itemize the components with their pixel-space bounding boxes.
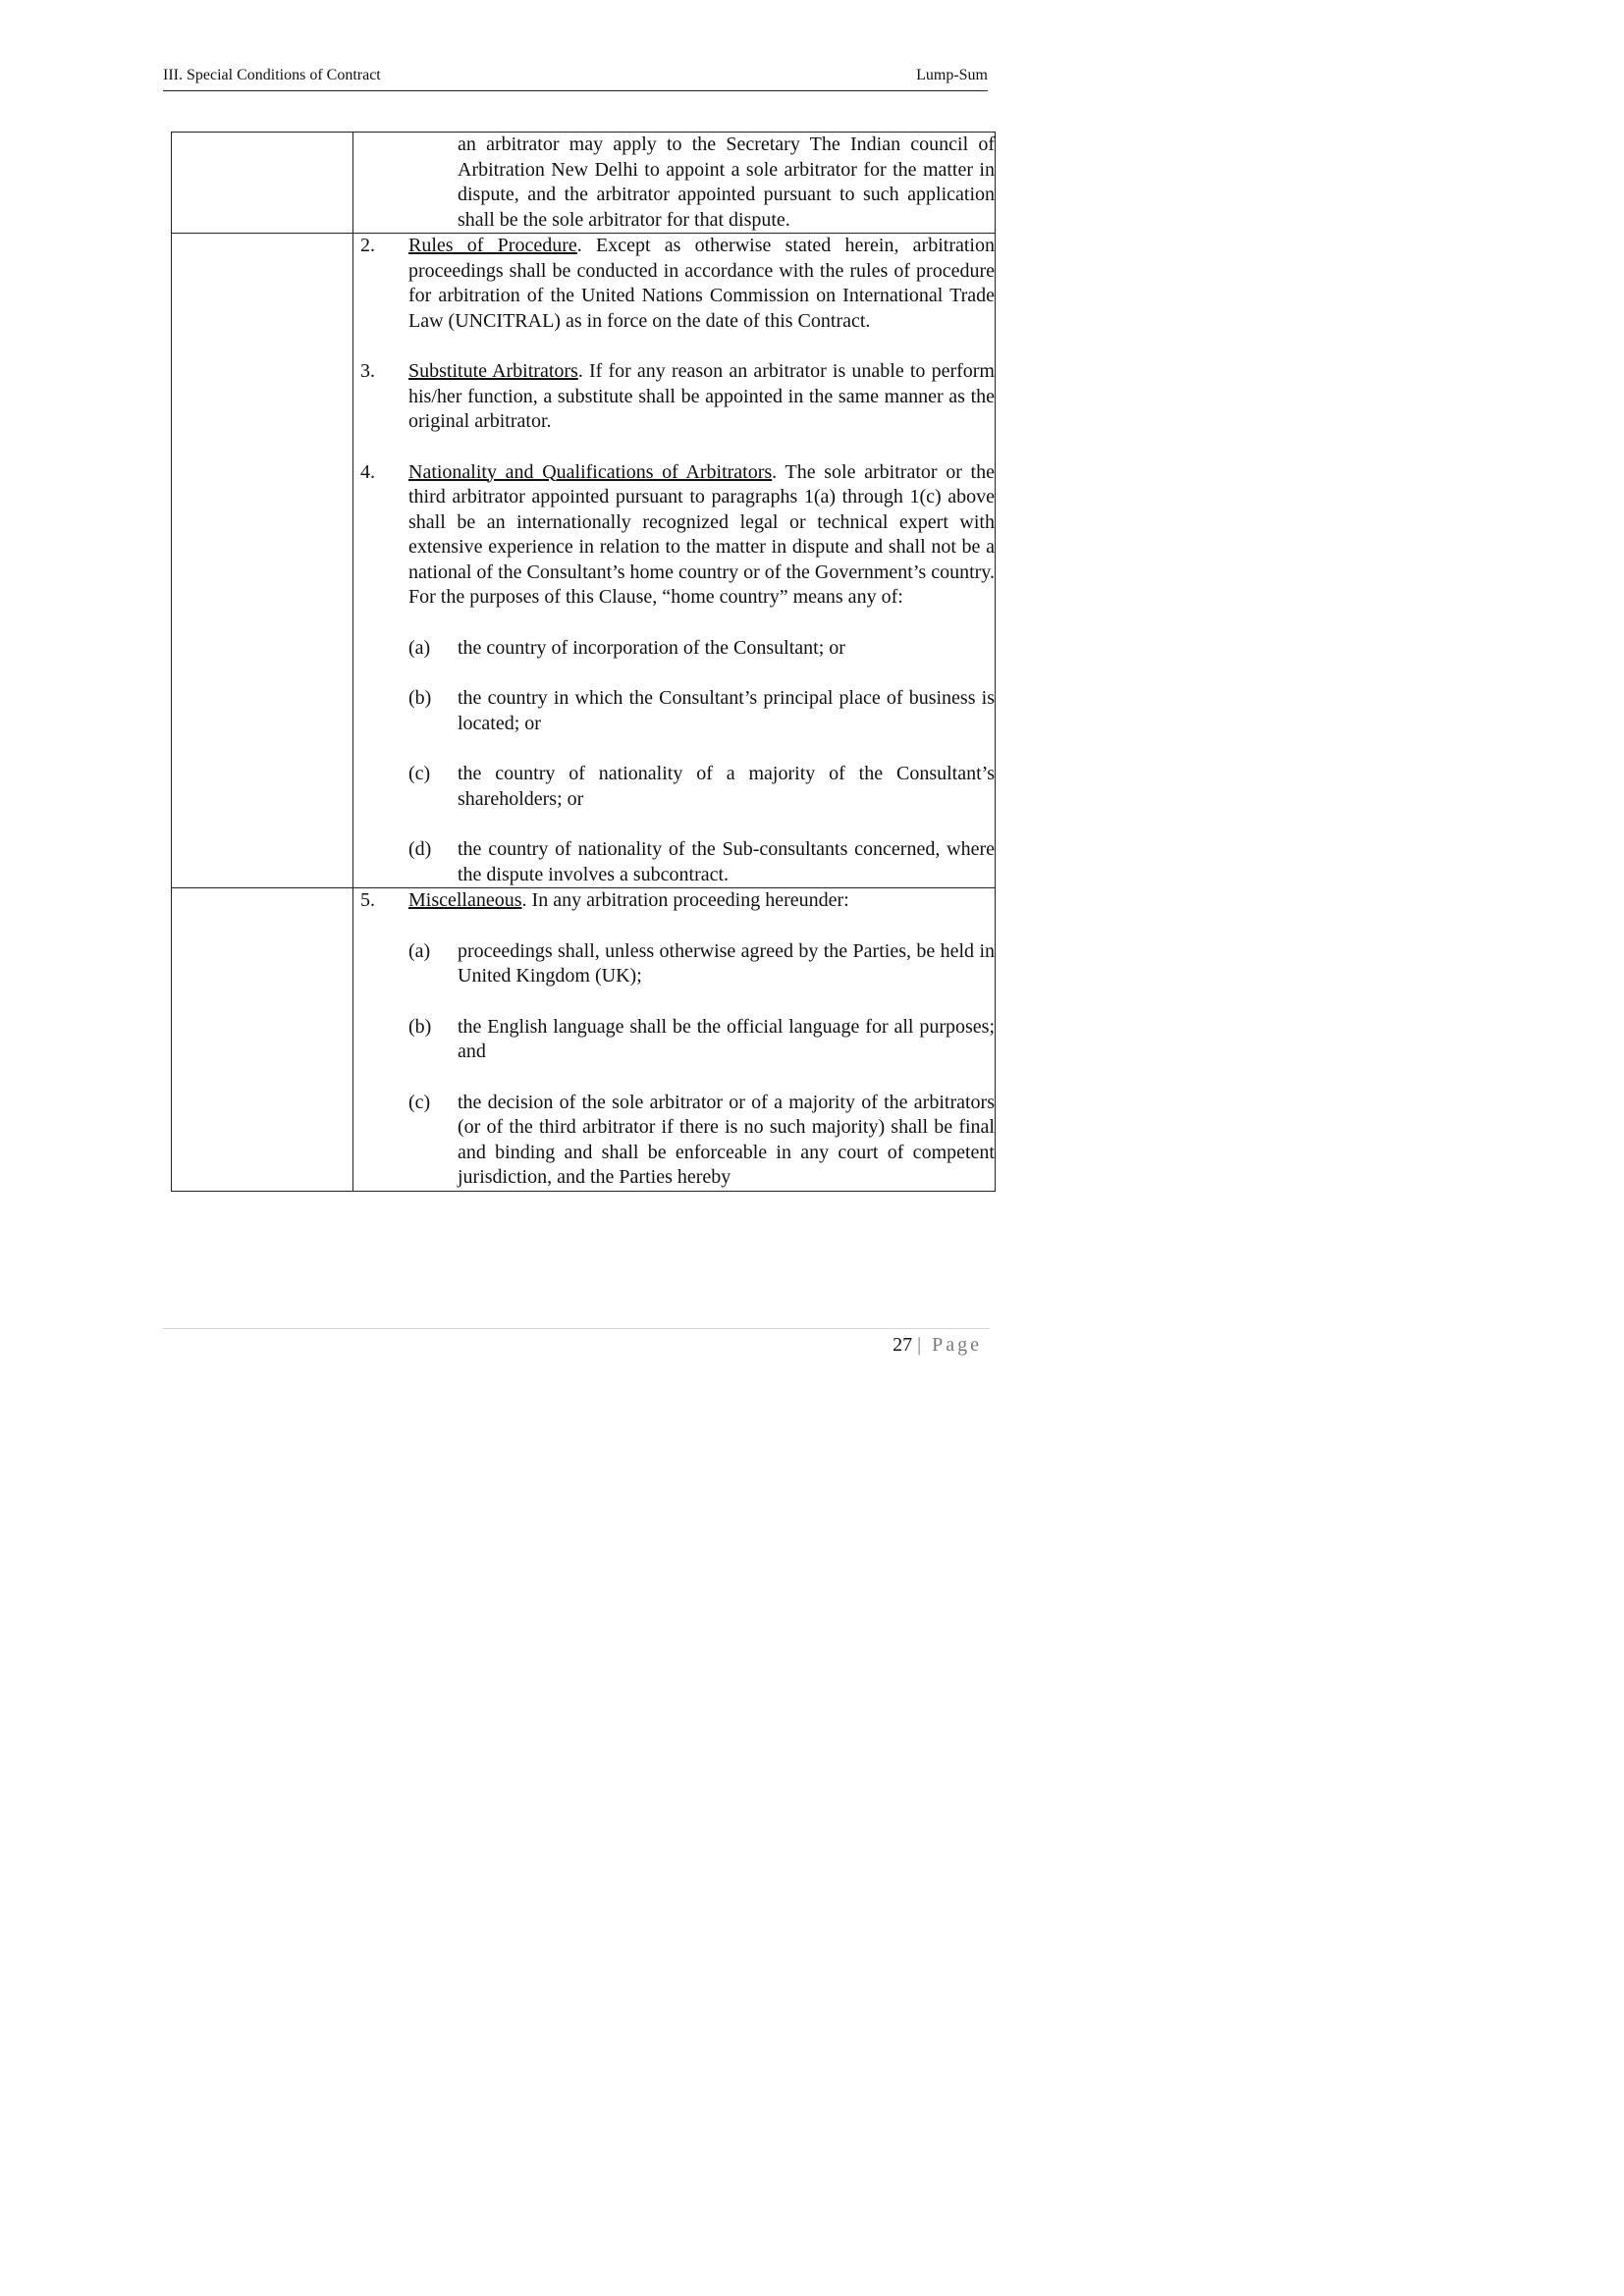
- clause-item: [353, 460, 995, 611]
- clause-number: 4.: [360, 460, 375, 483]
- sub-item-label: (a): [408, 939, 431, 962]
- sub-item: [353, 1091, 995, 1191]
- page-number: 27: [893, 1334, 913, 1356]
- header-section-title: III. Special Conditions of Contract: [163, 67, 381, 83]
- reference-cell: [172, 133, 353, 234]
- sub-item: [353, 939, 995, 989]
- sub-item-text: the decision of the sole arbitrator or of a majority of the arbitrators (or of the third arbitrator if there is no such majority) shall be final and binding and shall be enforceable in any court of competent jurisdiction, and the Parties hereby: [458, 1091, 995, 1188]
- clause-title: Rules of Procedure: [408, 235, 577, 256]
- clause-text: . Except as otherwise stated herein, arbitration proceedings shall be conducted in accordance with the rules of procedure for arbitration of the United Nations Commission on International Trade Law (UNCITRAL) as in force on the date of this Contract.: [408, 235, 995, 332]
- sub-item-text: the country in which the Consultant’s principal place of business is located; or: [458, 687, 995, 734]
- sub-item: [353, 686, 995, 736]
- clause-item: [353, 888, 995, 914]
- footer-divider: [163, 1328, 990, 1329]
- clause-cell: [353, 888, 996, 1192]
- reference-cell: [172, 234, 353, 888]
- sub-item-label: (b): [408, 1015, 432, 1038]
- clause-text: . The sole arbitrator or the third arbitrator appointed pursuant to paragraphs 1(a) through 1(c) above shall be an internationally recognized legal or technical expert with extensive experience in relation to the matter in dispute and shall not be a national of the Consultant’s home country or of the Government’s country. For the purposes of this Clause, “home country” means any of:: [408, 460, 995, 608]
- sub-item: [353, 762, 995, 812]
- sub-item-label: (a): [408, 636, 431, 659]
- sub-item-text: the English language shall be the official language for all purposes; and: [458, 1015, 995, 1062]
- sub-item-label: (b): [408, 687, 432, 709]
- clause-cell: [353, 133, 996, 234]
- clause-title: Miscellaneous: [408, 889, 522, 911]
- clause-number: 2.: [360, 235, 375, 256]
- table-row: [172, 234, 996, 888]
- page-footer: [893, 1334, 982, 1357]
- sub-item-label: (c): [408, 1091, 431, 1113]
- special-conditions-table: [171, 132, 996, 1192]
- header-contract-type: Lump-Sum: [916, 67, 988, 83]
- clause-number: 5.: [360, 889, 375, 911]
- clause-item: [353, 234, 995, 334]
- clause-item: [353, 359, 995, 435]
- sub-item-text: the country of nationality of the Sub-consultants concerned, where the dispute involves a subcontract.: [458, 838, 995, 885]
- clause-text: . If for any reason an arbitrator is unable to perform his/her function, a substitute shall be appointed in the same manner as the original arbitrator.: [408, 360, 995, 432]
- continuation-paragraph: an arbitrator may apply to the Secretary The Indian council of Arbitration New Delhi to appoint a sole arbitrator for the matter in dispute, and the arbitrator appointed pursuant to such application shall be the sole arbitrator for that dispute.: [458, 133, 995, 231]
- sub-item-label: (c): [408, 763, 431, 784]
- clause-text: . In any arbitration proceeding hereunder:: [521, 889, 849, 911]
- clause-title: Substitute Arbitrators: [408, 360, 578, 382]
- table-row: [172, 133, 996, 234]
- page-header: [163, 65, 988, 91]
- sub-item-text: the country of nationality of a majority of the Consultant’s shareholders; or: [458, 763, 995, 810]
- reference-cell: [172, 888, 353, 1192]
- table-row: [172, 888, 996, 1192]
- clause-title: Nationality and Qualifications of Arbitrators: [408, 460, 773, 483]
- sub-item-text: proceedings shall, unless otherwise agreed by the Parties, be held in United Kingdom (UK);: [458, 939, 995, 987]
- sub-item: [353, 636, 995, 662]
- clause-number: 3.: [360, 360, 375, 382]
- sub-item: [353, 1015, 995, 1065]
- sub-item-text: the country of incorporation of the Consultant; or: [458, 636, 845, 659]
- clause-cell: [353, 234, 996, 888]
- sub-item-label: (d): [408, 838, 432, 860]
- sub-item: [353, 837, 995, 887]
- page-word: | Page: [917, 1334, 982, 1356]
